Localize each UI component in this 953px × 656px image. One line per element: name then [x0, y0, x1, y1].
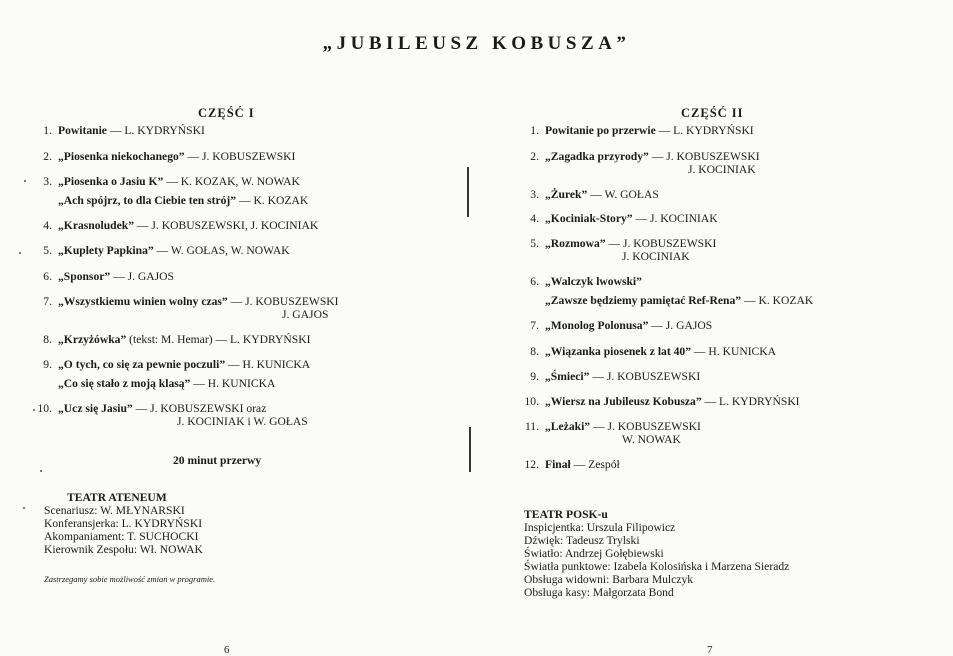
- part-two-heading: CZĘŚĆ II: [681, 106, 744, 120]
- program-item: 9. „O tych, co się za pewnie poczuli” — H. KUNICKA: [43, 358, 311, 371]
- speck: [24, 180, 26, 182]
- program-item: 8. „Krzyżówka” (tekst: M. Hemar) — L. KYDRYŃSKI: [43, 333, 311, 346]
- fold-mark: [467, 167, 469, 217]
- program-item-continuation: J. KOCINIAK: [622, 250, 690, 263]
- credit-line: Kierownik Zespołu: Wł. NOWAK: [44, 543, 203, 556]
- program-item: 2. „Piosenka niekochanego” — J. KOBUSZEWSKI: [43, 150, 296, 163]
- program-item-continuation: J. KOCINIAK: [688, 163, 756, 176]
- program-title: „JUBILEUSZ KOBUSZA”: [322, 33, 631, 54]
- program-item: 11. „Leżaki” — J. KOBUSZEWSKI: [524, 420, 701, 433]
- program-item: 10. „Wiersz na Jubileusz Kobusza” — L. KYDRYŃSKI: [524, 395, 800, 408]
- program-item: 7. „Wszystkiemu winien wolny czas” — J. KOBUSZEWSKI: [43, 295, 339, 308]
- program-item: 9. „Śmieci” — J. KOBUSZEWSKI: [530, 370, 701, 383]
- credit-line: Światło: Andrzej Gołębiewski: [524, 547, 664, 560]
- program-item: 2. „Zagadka przyrody” — J. KOBUSZEWSKI: [530, 150, 760, 163]
- credit-line: Konferansjerka: L. KYDRYŃSKI: [44, 517, 203, 530]
- program-item: 3. „Żurek” — W. GOŁAS: [530, 188, 659, 201]
- program-item: 4. „Krasnoludek” — J. KOBUSZEWSKI, J. KOCINIAK: [43, 219, 319, 232]
- program-item: 6. „Walczyk lwowski”: [530, 275, 642, 288]
- credit-line: Obsługa kasy: Małgorzata Bond: [524, 586, 674, 599]
- program-item: 1. Powitanie po przerwie — L. KYDRYŃSKI: [530, 124, 754, 137]
- page-number-right: 7: [707, 644, 713, 656]
- program-item-continuation: W. NOWAK: [622, 433, 681, 446]
- program-item: 7. „Monolog Polonusa” — J. GAJOS: [530, 319, 713, 332]
- speck: [23, 507, 25, 509]
- intermission-note: 20 minut przerwy: [173, 454, 262, 467]
- program-item-continuation: J. KOCINIAK i W. GOŁAS: [177, 415, 308, 428]
- credit-line: Scenariusz: W. MŁYNARSKI: [44, 504, 185, 517]
- fold-mark: [469, 427, 471, 472]
- program-item: „Ach spójrz, to dla Ciebie ten strój” — K. KOZAK: [58, 194, 309, 207]
- part-one-heading: CZĘŚĆ I: [198, 106, 255, 120]
- credit-line: Dźwięk: Tadeusz Trylski: [524, 534, 640, 547]
- speck: [33, 409, 35, 411]
- program-item: „Zawsze będziemy pamiętać Ref-Rena” — K. KOZAK: [545, 294, 814, 307]
- page-number-left: 6: [224, 644, 230, 656]
- program-item: 8. „Wiązanka piosenek z lat 40” — H. KUNICKA: [530, 345, 777, 358]
- program-item: 5. „Rozmowa” — J. KOBUSZEWSKI: [530, 237, 717, 250]
- program-item: 1. Powitanie — L. KYDRYŃSKI: [43, 124, 205, 137]
- program-item: 12. Finał — Zespół: [524, 458, 620, 471]
- credit-line: Inspicjentka: Urszula Filipowicz: [524, 521, 676, 534]
- program-change-note: Zastrzegamy sobie możliwość zmian w programie.: [44, 574, 216, 584]
- program-item: 6. „Sponsor” — J. GAJOS: [43, 270, 174, 283]
- speck: [19, 252, 21, 254]
- program-item: 4. „Kociniak-Story” — J. KOCINIAK: [530, 212, 718, 225]
- speck: [40, 470, 42, 472]
- credit-line: Światła punktowe: Izabela Kolosińska i Marzena Sieradz: [524, 560, 790, 573]
- credits-title: TEATR POSK-u: [524, 508, 608, 521]
- credits-title: TEATR ATENEUM: [67, 491, 167, 504]
- program-item: 10. „Ucz się Jasiu” — J. KOBUSZEWSKI oraz: [37, 402, 267, 415]
- program-item-continuation: J. GAJOS: [282, 308, 329, 321]
- program-item: 3. „Piosenka o Jasiu K” — K. KOZAK, W. NOWAK: [43, 175, 300, 188]
- credit-line: Akompaniament: T. SUCHOCKI: [44, 530, 199, 543]
- program-item: 5. „Kuplety Papkina” — W. GOŁAS, W. NOWAK: [43, 244, 290, 257]
- credit-line: Obsługa widowni: Barbara Mulczyk: [524, 573, 694, 586]
- program-item: „Co się stało z moją klasą” — H. KUNICKA: [58, 377, 276, 390]
